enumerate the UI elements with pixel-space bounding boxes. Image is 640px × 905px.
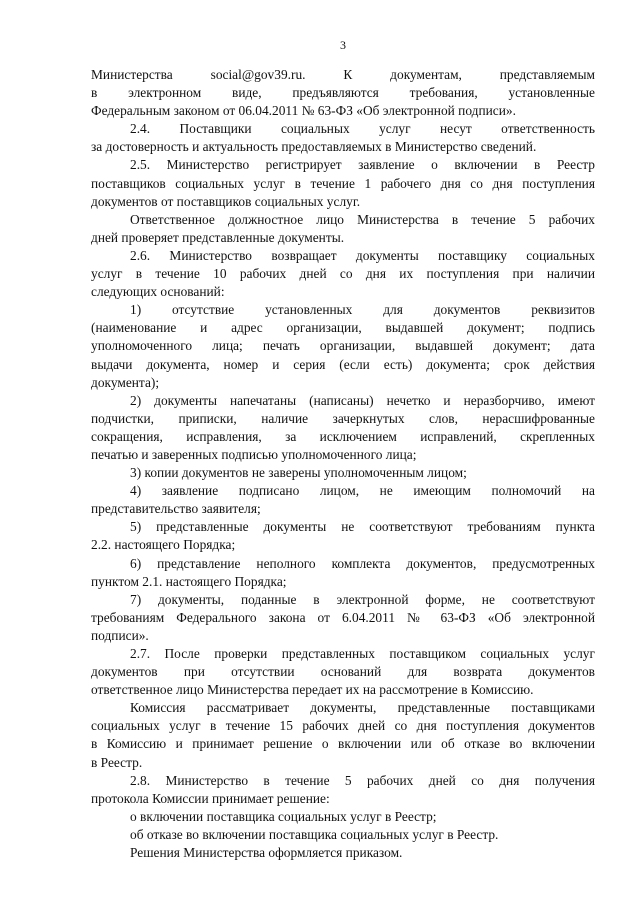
paragraph xyxy=(91,156,595,210)
text-line: Решения Министерства оформляется приказом. xyxy=(130,845,403,861)
paragraph xyxy=(91,120,595,156)
text-line: Министерства social@gov39.ru. К документам, представляемым xyxy=(91,67,595,82)
text-line: социальных услуг в течение 15 рабочих дней со дня поступления документов xyxy=(91,718,595,734)
text-line: 6) представление неполного комплекта документов, предусмотренных xyxy=(130,555,595,571)
text-line: Федеральным законом от 06.04.2011 № 63-ФЗ «Об электронной подписи». xyxy=(91,103,516,119)
text-line: 1) отсутствие установленных для документов реквизитов xyxy=(130,302,595,318)
paragraph xyxy=(91,645,595,699)
text-line: услуг в течение 10 рабочих дней со дня их поступления при наличии xyxy=(91,266,595,282)
paragraph xyxy=(91,844,595,862)
text-line: документов от поставщиков социальных услуг. xyxy=(91,193,361,209)
text-line: требованиям Федерального закона от 6.04.2011 № 63-ФЗ «Об электронной xyxy=(91,609,595,625)
text-line: (наименование и адрес организации, выдавшей документ; подпись xyxy=(91,320,595,336)
paragraph xyxy=(91,464,595,482)
text-line: в Реестр. xyxy=(91,754,143,770)
paragraph xyxy=(91,211,595,247)
text-line: поставщиков социальных услуг в течение 1 рабочего дня со дня поступления xyxy=(91,175,595,191)
text-line: выдачи документа, номер и серия (если есть) документа; срок действия xyxy=(91,356,595,372)
text-line: 2.8. Министерство в течение 5 рабочих дней со дня получения xyxy=(130,772,595,788)
text-line: подчистки, приписки, наличие зачеркнутых слов, нерасшифрованные xyxy=(91,410,595,426)
text-line: 7) документы, поданные в электронной форме, не соответствуют xyxy=(130,591,595,607)
paragraph xyxy=(91,808,595,826)
text-line: об отказе во включении поставщика социальных услуг в Реестр. xyxy=(130,826,499,842)
text-line: 2.7. После проверки представленных поставщиком социальных услуг xyxy=(130,646,595,661)
text-line: 2) документы напечатаны (написаны) нечетко и неразборчиво, имеют xyxy=(130,392,595,408)
text-line: о включении поставщика социальных услуг в Реестр; xyxy=(130,808,437,824)
text-line: уполномоченного лица; печать организации, выдавшей документ; дата xyxy=(91,338,595,354)
document-page xyxy=(91,38,595,862)
text-line: подписи». xyxy=(91,627,149,643)
paragraph xyxy=(91,518,595,554)
document-body xyxy=(91,66,595,862)
text-line: следующих оснований: xyxy=(91,284,225,300)
text-line: 4) заявление подписано лицом, не имеющим полномочий на xyxy=(130,483,595,499)
text-line: документов при отсутствии оснований для возврата документов xyxy=(91,664,595,680)
paragraph xyxy=(91,772,595,808)
text-line: дней проверяет представленные документы. xyxy=(91,229,345,245)
text-line: сокращения, исправления, за исключением исправлений, скрепленных xyxy=(91,428,595,444)
text-line: протокола Комиссии принимает решение: xyxy=(91,790,330,806)
text-line: Комиссия рассматривает документы, представленные поставщиками xyxy=(130,700,595,716)
text-line: 2.2. настоящего Порядка; xyxy=(91,537,236,553)
text-line: Ответственное должностное лицо Министерства в течение 5 рабочих xyxy=(130,211,595,227)
text-line: в Комиссию и принимает решение о включении или об отказе во включении xyxy=(91,736,595,752)
text-line: 5) представленные документы не соответствуют требованиям пункта xyxy=(130,519,595,535)
paragraph xyxy=(91,301,595,391)
paragraph xyxy=(91,482,595,518)
text-line: документа); xyxy=(91,374,160,390)
text-line: представительство заявителя; xyxy=(91,501,261,517)
text-line: 2.4. Поставщики социальных услуг несут ответственность xyxy=(130,121,595,137)
paragraph xyxy=(91,66,595,120)
text-line: ответственное лицо Министерства передает их на рассмотрение в Комиссию. xyxy=(91,682,534,698)
paragraph xyxy=(91,591,595,645)
page-number: 3 xyxy=(340,38,346,52)
text-line: в электронном виде, предъявляются требования, установленные xyxy=(91,85,595,101)
paragraph xyxy=(91,555,595,591)
paragraph xyxy=(91,699,595,771)
text-line: за достоверность и актуальность предоставляемых в Министерство сведений. xyxy=(91,139,537,155)
paragraph xyxy=(91,392,595,464)
paragraph xyxy=(91,826,595,844)
text-line: 3) копии документов не заверены уполномоченным лицом; xyxy=(130,465,467,481)
text-line: 2.5. Министерство регистрирует заявление о включении в Реестр xyxy=(130,157,595,173)
text-line: печатью и заверенных подписью уполномоченного лица; xyxy=(91,446,417,462)
text-line: пунктом 2.1. настоящего Порядка; xyxy=(91,573,287,589)
paragraph xyxy=(91,247,595,301)
text-line: 2.6. Министерство возвращает документы поставщику социальных xyxy=(130,247,595,263)
